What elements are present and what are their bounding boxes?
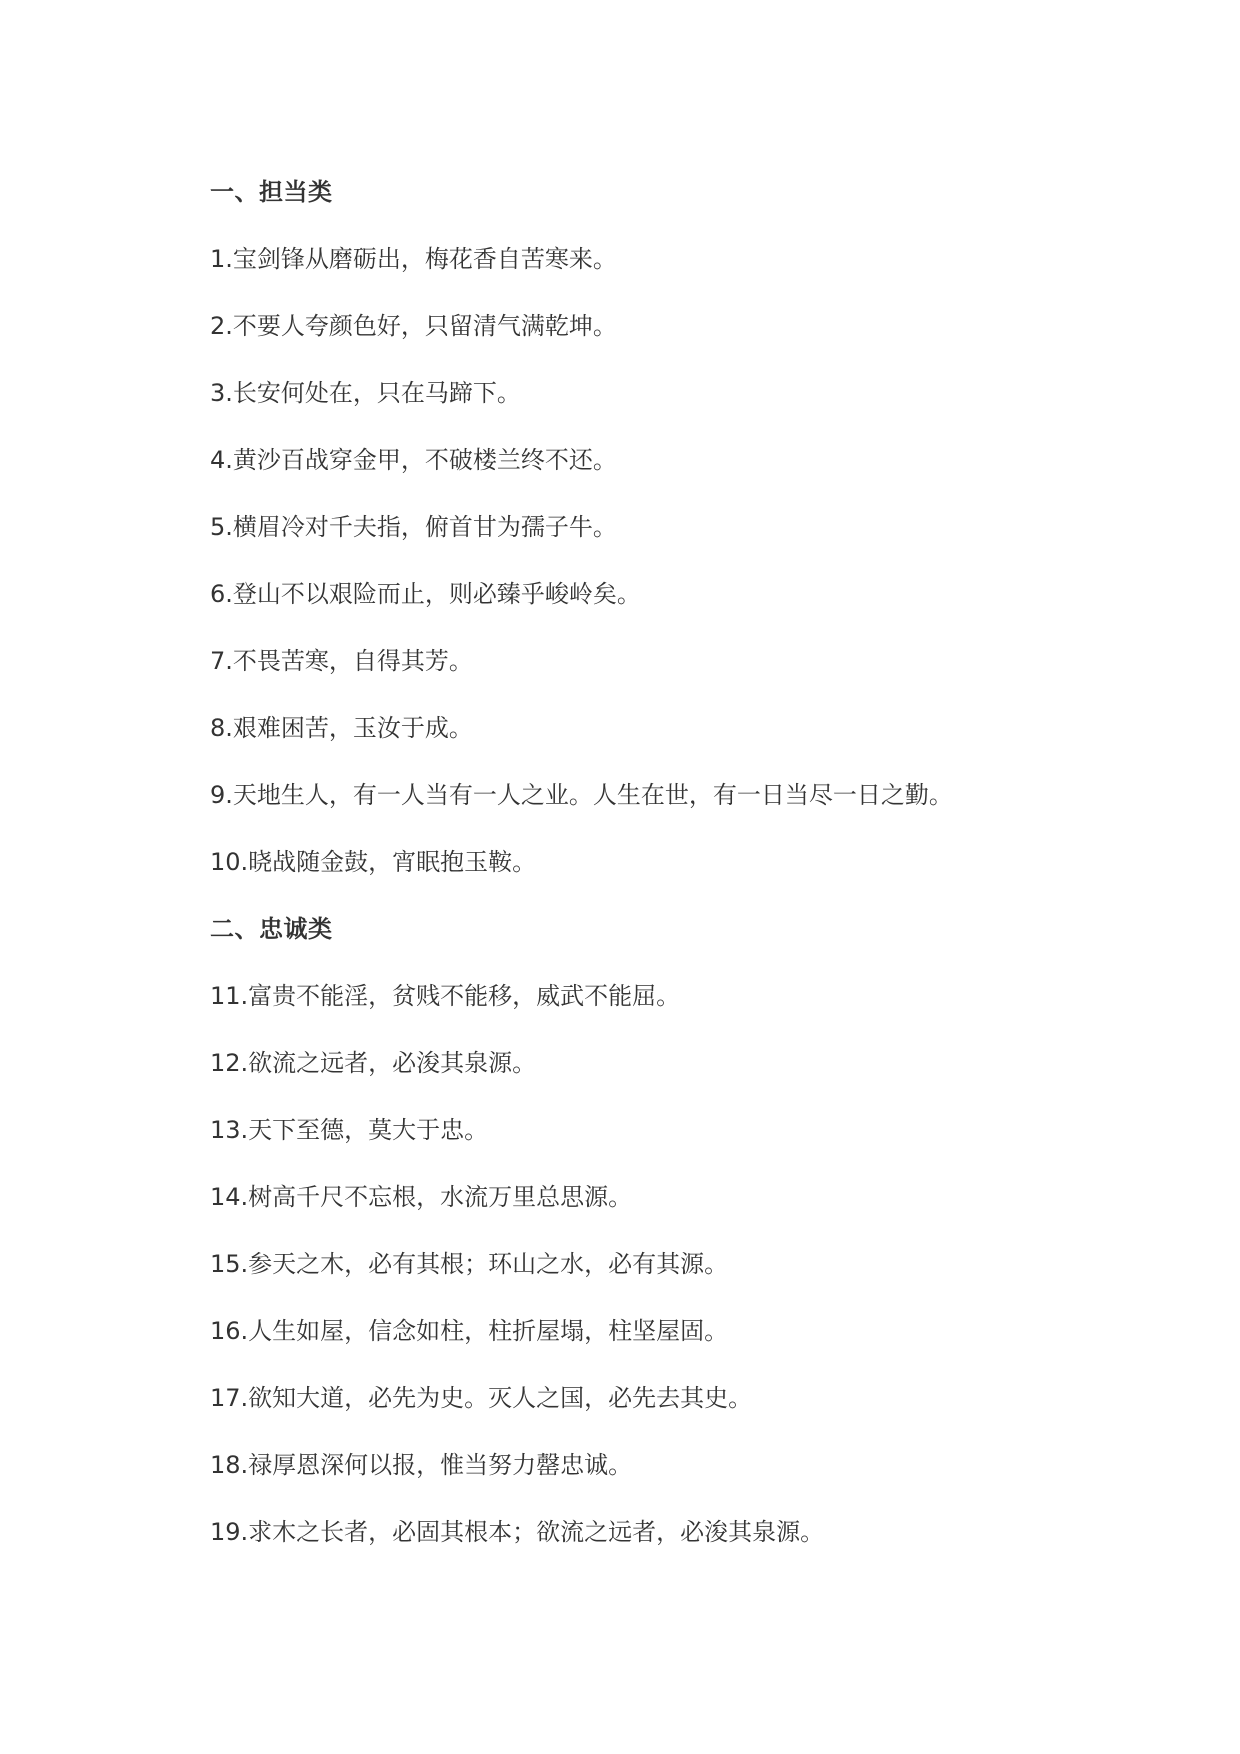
quote-item: 4.黄沙百战穿金甲，不破楼兰终不还。	[210, 446, 617, 474]
quote-item: 12.欲流之远者，必浚其泉源。	[210, 1049, 537, 1077]
section-title: 二、忠诚类	[210, 915, 333, 943]
quote-item: 15.参天之木，必有其根；环山之水，必有其源。	[210, 1250, 729, 1278]
quote-item: 18.禄厚恩深何以报，惟当努力罄忠诚。	[210, 1451, 633, 1479]
quote-item: 11.富贵不能淫，贫贱不能移，威武不能屈。	[210, 982, 681, 1010]
quote-item: 10.晓战随金鼓，宵眠抱玉鞍。	[210, 848, 537, 876]
quote-item: 9.天地生人，有一人当有一人之业。人生在世，有一日当尽一日之勤。	[210, 781, 953, 809]
quote-item: 8.艰难困苦，玉汝于成。	[210, 714, 473, 742]
document-page	[210, 172, 1210, 1579]
quote-list	[210, 976, 1210, 1579]
section-dandang	[210, 172, 1210, 909]
quote-item: 14.树高千尺不忘根，水流万里总思源。	[210, 1183, 633, 1211]
quote-item: 17.欲知大道，必先为史。灭人之国，必先去其史。	[210, 1384, 753, 1412]
quote-item: 2.不要人夸颜色好，只留清气满乾坤。	[210, 312, 617, 340]
section-zhongcheng	[210, 909, 1210, 1579]
quote-item: 13.天下至德，莫大于忠。	[210, 1116, 489, 1144]
quote-list	[210, 239, 1210, 909]
quote-item: 5.横眉冷对千夫指，俯首甘为孺子牛。	[210, 513, 617, 541]
quote-item: 16.人生如屋，信念如柱，柱折屋塌，柱坚屋固。	[210, 1317, 729, 1345]
quote-item: 6.登山不以艰险而止，则必臻乎峻岭矣。	[210, 580, 641, 608]
quote-item: 1.宝剑锋从磨砺出，梅花香自苦寒来。	[210, 245, 617, 273]
section-title: 一、担当类	[210, 178, 333, 206]
quote-item: 7.不畏苦寒，自得其芳。	[210, 647, 473, 675]
quote-item: 19.求木之长者，必固其根本；欲流之远者，必浚其泉源。	[210, 1518, 825, 1546]
quote-item: 3.长安何处在，只在马蹄下。	[210, 379, 521, 407]
